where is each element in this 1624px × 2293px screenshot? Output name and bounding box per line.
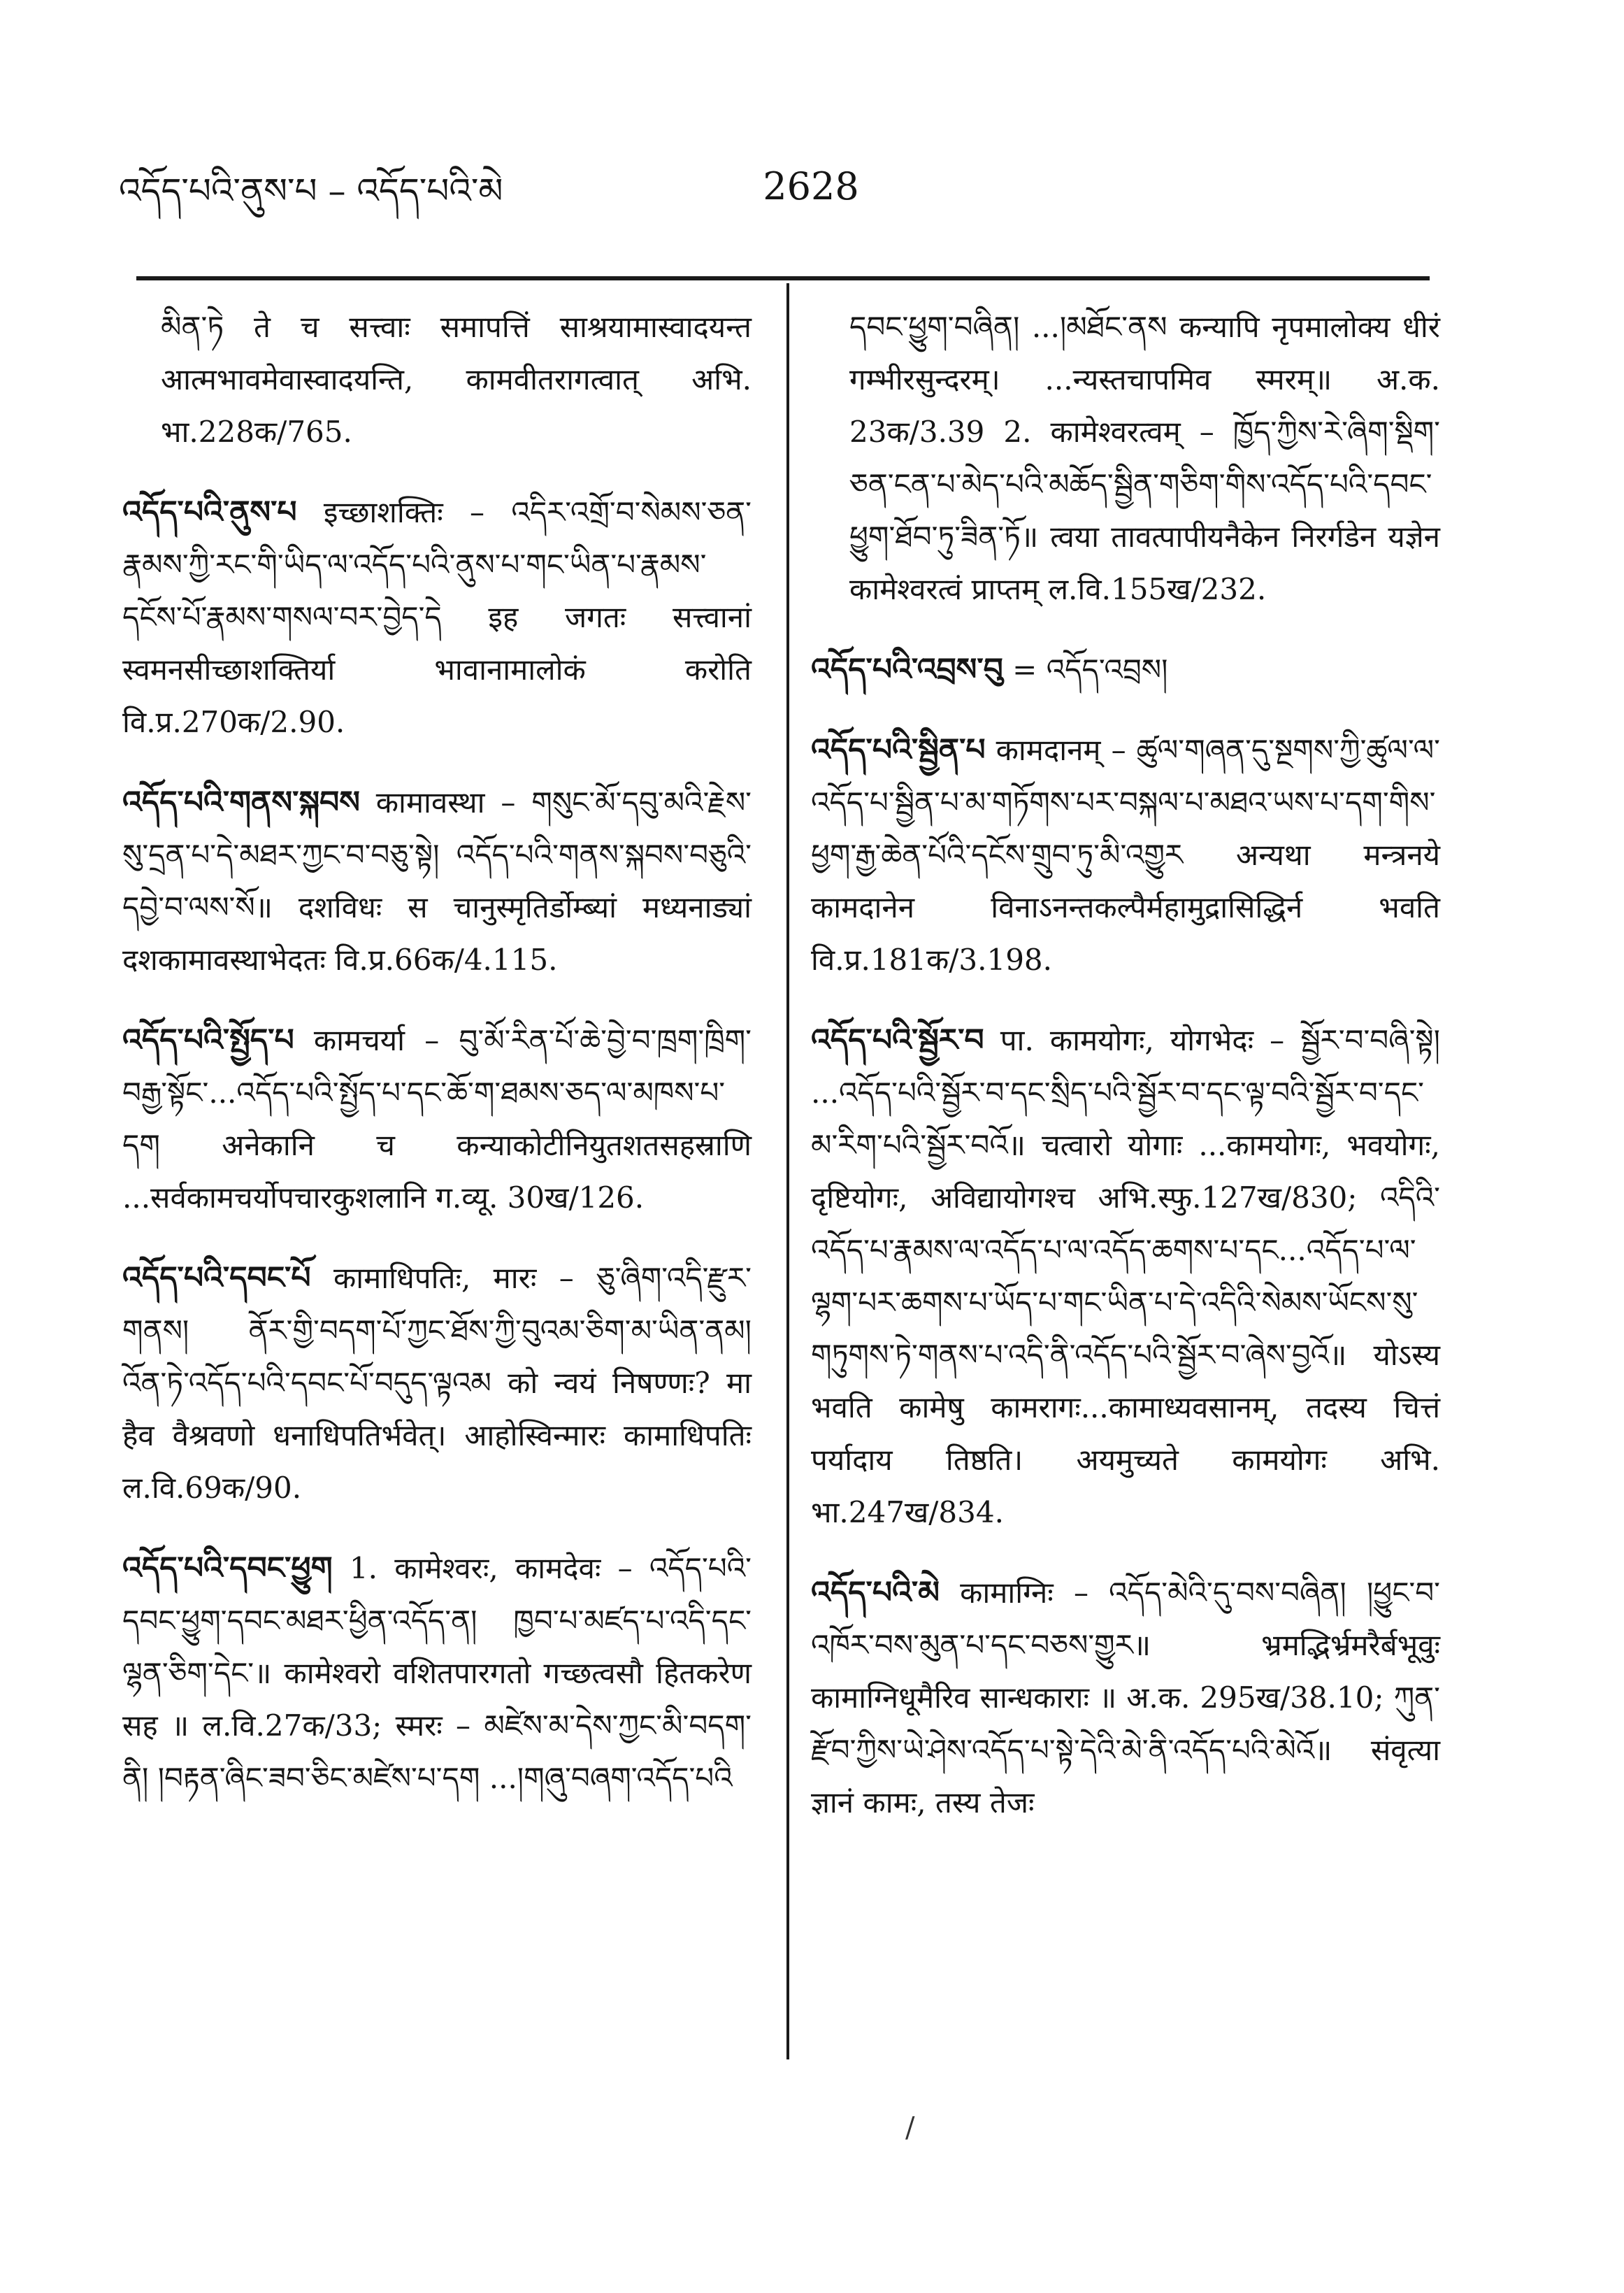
running-header: འདོད་པའི་ནུས་པ – འདོད་པའི་མེ <box>119 171 503 211</box>
entry-headword: འདོད་པའི་འབྲས་བུ <box>811 652 1003 687</box>
dictionary-entry <box>122 776 752 986</box>
column-divider <box>786 283 789 2059</box>
entry-text: कामचर्या – བུ་མོ་རིན་པོ་ཆེ་བྱེ་བ་ཁྲག་ཁྲིག་བརྒྱ་སྟོང་...འདོད་པའི་སྤྱོད་པ་དང་ཆོ་ག་ཐམས་ཅད་ལ་མཁས་པ་དག अनेकानि च कन्याकोटीनियुतशतसहस्राणि ...सर्वकामचर्योपचारकुशलानि ग.व्यू. 30ख/126. <box>122 1023 752 1215</box>
entry-text: पा. कामयोगः, योगभेदः – སྦྱོར་བ་བཞི་སྟེ། ...འདོད་པའི་སྦྱོར་བ་དང་སྲིད་པའི་སྦྱོར་བ་དང་ལྟ་བའི་སྦྱོར་བ་དང་མ་རིག་པའི་སྦྱོར་བའོ॥ चत्वारो योगाः ...कामयोगः, भवयोगः, दृष्टियोगः, अविद्यायोगश्च अभि.स्फु.127ख/830; འདིའི་འདོད་པ་རྣམས་ལ་འདོད་པ་ལ་འདོད་ཆགས་པ་དང...འདོད་པ་ལ་ལྷག་པར་ཆགས་པ་ཡོད་པ་གང་ཡིན་པ་དེ་འདིའི་སེམས་ཡོངས་སུ་གཏུགས་ཏེ་གནས་པ་འདི་ནི་འདོད་པའི་སྦྱོར་བ་ཞེས་བྱའོ॥ योऽस्य भवति कामेषु कामरागः...कामाध्यवसानम्, तदस्य चित्तं पर्यादाय तिष्ठति। अयमुच्यते कामयोगः अभि. भा.247ख/834. <box>811 1023 1440 1529</box>
dictionary-entry <box>122 1542 752 1804</box>
dictionary-entry <box>811 1014 1440 1538</box>
entry-headword: འདོད་པའི་གནས་སྐབས <box>122 785 360 820</box>
left-column <box>122 301 752 1832</box>
entry-text: མིན་ཏེ ते च सत्त्वाः समापत्तिं साश्रयामास्वादयन्त आत्मभावमेवास्वादयन्ति, कामवीतरागत्वात् अभि. भा.228क/765. <box>161 310 752 449</box>
entry-headword: འདོད་པའི་ནུས་པ <box>122 494 297 530</box>
dictionary-entry <box>122 486 752 748</box>
dictionary-entry <box>811 724 1440 986</box>
entry-text: इच्छाशक्तिः – འདིར་འགྲོ་བ་སེམས་ཅན་རྣམས་ཀྱི་རང་གི་ཡིད་ལ་འདོད་པའི་ནུས་པ་གང་ཡིན་པ་རྣམས་དངོས་པོ་རྣམས་གསལ་བར་བྱེད་དེ इह जगतः सत्त्वानां स्वमनसीच्छाशक्तिर्या भावानामालोकं करोति वि.प्र.270क/2.90. <box>122 495 752 739</box>
entry-text: 1. कामेश्वरः, कामदेवः – འདོད་པའི་དབང་ཕྱུག་དབང་མཐར་ཕྱིན་འདོད་ན། ཁྱབ་པ་མཛད་པ་འདི་དང་ལྷན་ཅིག་དེང་॥ कामेश्वरो वशितपारगतो गच्छत्वसौ हितकरेण सह ॥ ल.वि.27क/33; स्मरः – མཛེས་མ་དེས་ཀྱང་མི་བདག་ནི། །བརྟན་ཞིང་ཟབ་ཅིང་མཛེས་པ་དག ...།གཞུ་བཞག་འདོད་པའི <box>122 1551 752 1795</box>
entry-headword: འདོད་པའི་མེ <box>811 1575 940 1610</box>
entry-headword: འདོད་པའི་དབང་པོ <box>122 1260 311 1296</box>
dictionary-entry <box>122 301 752 458</box>
dictionary-entry <box>811 1566 1440 1829</box>
entry-headword: འདོད་པའི་དབང་ཕྱུག <box>122 1550 333 1586</box>
entry-headword: འདོད་པའི་སྤྱོད་པ <box>122 1022 294 1058</box>
header-rule <box>136 276 1430 280</box>
entry-headword: འདོད་པའི་སྦྱོར་བ <box>811 1022 984 1058</box>
stray-mark: / <box>905 2112 915 2144</box>
entry-text: कामदानम् – ཚུལ་གཞན་དུ་སྔགས་ཀྱི་ཚུལ་ལ་འདོད་པ་སྦྱིན་པ་མ་གཏོགས་པར་བསྐལ་པ་མཐའ་ཡས་པ་དག་གིས་ཕྱག་རྒྱ་ཆེན་པོའི་དངོས་གྲུབ་ཏུ་མི་འགྱུར अन्यथा मन्त्रनये कामदानेन विनाऽनन्तकल्पैर्महामुद्रासिद्धिर्न भवति वि.प्र.181क/3.198. <box>811 733 1440 977</box>
entry-text: = འདོད་འབྲས། <box>1003 652 1168 687</box>
entry-text: कामाधिपतिः, मारः – ཅུ་ཞིག་འདི་རྫུར་གནས། ནོར་གྱི་བདག་པོ་ཀྱང་ཐོས་ཀྱི་བུའམ་ཅིག་མ་ཡིན་ནམ། འོན་ཏེ་འདོད་པའི་དབང་པོ་བདུད་ལྟའམ को न्वयं निषण्णः? मा हैव वैश्रवणो धनाधिपतिर्भवेत्। आहोस्विन्मारः कामाधिपतिः ल.वि.69क/90. <box>122 1261 752 1505</box>
entry-text: कामाग्निः – འདོད་མེའི་དུ་བས་བཞིན། །ཕྱུང་བ་འཁོར་བས་མུན་པ་དང་བཅས་གྱུར॥ भ्रमद्भिर्भ्रमरैर्बभूवुः कामाग्निधूमैरिव सान्धकाराः ॥ अ.क. 295ख/38.10; ཀུན་རྫོབ་ཀྱིས་ཡེ་ཤེས་འདོད་པ་སྟེ་དེའི་མེ་ནི་འདོད་པའི་མེའོ॥ संवृत्या ज्ञानं कामः, तस्य तेजः <box>811 1576 1440 1820</box>
entry-text: कामावस्था – གསུང་མོ་དབུ་མའི་རྗེས་སུ་དྲན་པ་དེ་མཐར་ཀྱང་བ་བཅུ་སྟེ། འདོད་པའི་གནས་སྐབས་བཅུའི་དབྱེ་བ་ལས་སོ॥ दशविधः स चानुस्मृतिर्डोम्ब्यां मध्यनाड्यां दशकामावस्थाभेदतः वि.प्र.66क/4.115. <box>122 785 752 977</box>
entry-text: དབང་ཕྱུག་བཞིན། ...།མཐོང་ནས कन्यापि नृपमालोक्य धीरं गम्भीरसुन्दरम्। ...न्यस्तचापमिव स्मरम्॥ अ.क. 23क/3.39 2. कामेश्वरत्वम् – ཁྱོད་ཀྱིས་རེ་ཞིག་སྡིག་ཅན་ངན་པ་མེད་པའི་མཆོད་སྦྱིན་གཅིག་གིས་འདོད་པའི་དབང་ཕྱུག་ཐོབ་ཏུ་ཟིན་ཏོ॥ त्वया तावत्पापीयनैकेन निरर्गडेन यज्ञेन कामेश्वरत्वं प्राप्तम् ल.वि.155ख/232. <box>849 310 1440 606</box>
dictionary-entry <box>122 1014 752 1224</box>
entry-headword: འདོད་པའི་སྦྱིན་པ <box>811 732 986 768</box>
right-column <box>811 301 1440 1857</box>
page-number: 2628 <box>763 164 859 208</box>
dictionary-entry <box>811 301 1440 615</box>
dictionary-entry <box>122 1252 752 1514</box>
dictionary-entry <box>811 643 1440 696</box>
